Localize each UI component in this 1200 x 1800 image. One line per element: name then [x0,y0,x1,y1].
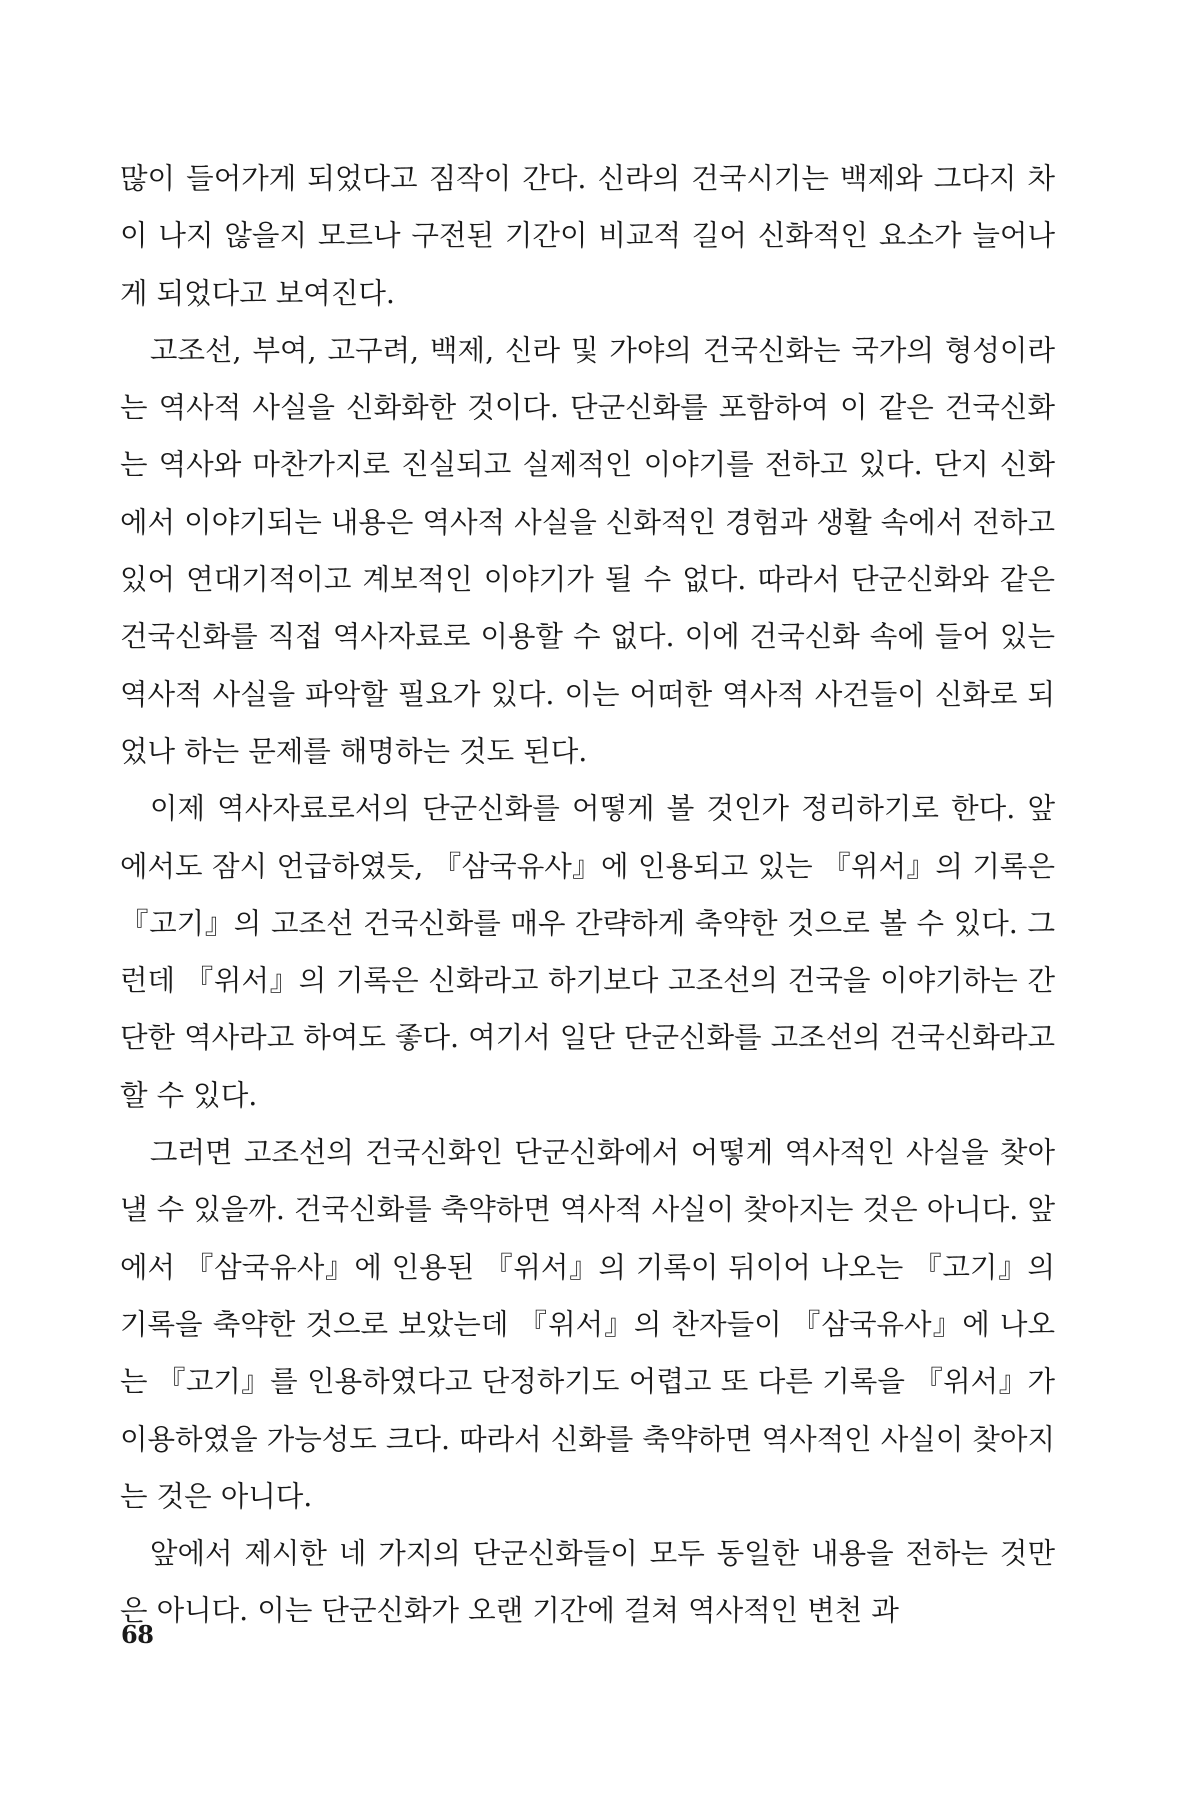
page-number: 68 [121,1620,154,1649]
paragraph-1: 많이 들어가게 되었다고 짐작이 간다. 신라의 건국시기는 백제와 그다지 차이 나지 않을지 모르나 구전된 기간이 비교적 길어 신화적인 요소가 늘어나게 되었다고 보여진다. [120,162,1055,310]
paragraph-3: 이제 역사자료로서의 단군신화를 어떻게 볼 것인가 정리하기로 한다. 앞에서도 잠시 언급하였듯, 『삼국유사』에 인용되고 있는 『위서』의 기록은 『고기』의 고조선 건국신화를 매우 간략하게 축약한 것으로 볼 수 있다. 그런데 『위서』의 기록은 신화라고 하기보다 고조선의 건국을 이야기하는 간단한 역사라고 하여도 좋다. 여기서 일단 단군신화를 고조선의 건국신화라고 할 수 있다. [120,792,1055,1112]
body-text [120,150,1055,1640]
paragraph-5: 앞에서 제시한 네 가지의 단군신화들이 모두 동일한 내용을 전하는 것만은 아니다. 이는 단군신화가 오랜 기간에 걸쳐 역사적인 변천 과 [120,1537,1055,1628]
paragraph-4: 그러면 고조선의 건국신화인 단군신화에서 어떻게 역사적인 사실을 찾아 낼 수 있을까. 건국신화를 축약하면 역사적 사실이 찾아지는 것은 아니다. 앞에서 『삼국유사』에 인용된 『위서』의 기록이 뒤이어 나오는 『고기』의 기록을 축약한 것으로 보았는데 『위서』의 찬자들이 『삼국유사』에 나오는 『고기』를 인용하였다고 단정하기도 어렵고 또 다른 기록을 『위서』가 이용하였을 가능성도 크다. 따라서 신화를 축약하면 역사적인 사실이 찾아지는 것은 아니다. [120,1136,1055,1513]
paragraph-2: 고조선, 부여, 고구려, 백제, 신라 및 가야의 건국신화는 국가의 형성이라는 역사적 사실을 신화화한 것이다. 단군신화를 포함하여 이 같은 건국신화는 역사와 마찬가지로 진실되고 실제적인 이야기를 전하고 있다. 단지 신화에서 이야기되는 내용은 역사적 사실을 신화적인 경험과 생활 속에서 전하고 있어 연대기적이고 계보적인 이야기가 될 수 없다. 따라서 단군신화와 같은 건국신화를 직접 역사자료로 이용할 수 없다. 이에 건국신화 속에 들어 있는 역사적 사실을 파악할 필요가 있다. 이는 어떠한 역사적 사건들이 신화로 되었나 하는 문제를 해명하는 것도 된다. [120,333,1055,768]
